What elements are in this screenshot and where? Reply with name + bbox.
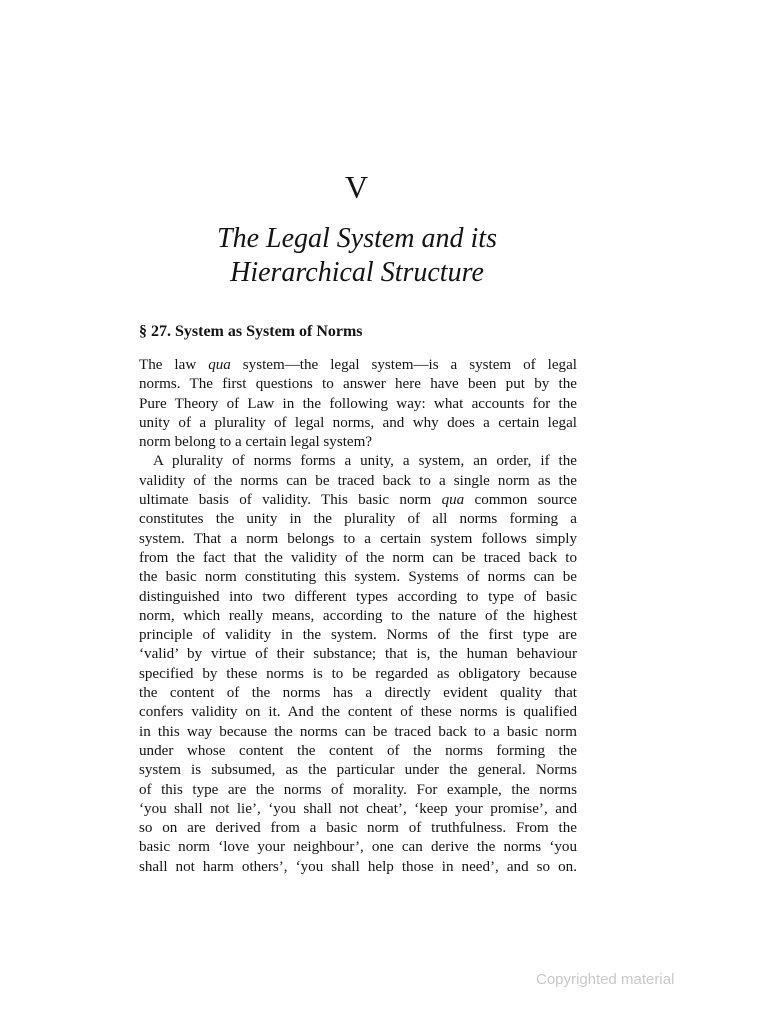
paragraph-2-line-17: system is subsumed, as the particular under the general. Norms <box>139 762 577 779</box>
paragraph-2-line-7: the basic norm constituting this system. Systems of norms can be <box>139 569 577 586</box>
body-text <box>139 356 577 877</box>
copyright-watermark: Copyrighted material <box>536 971 675 988</box>
paragraph-2-line-13: the content of the norms has a directly evident quality that <box>139 685 577 702</box>
paragraph-2-line-18: of this type are the norms of morality. For example, the norms <box>139 781 577 798</box>
paragraph-1-line-1 <box>139 356 577 375</box>
paragraph-1-line-5: norm belong to a certain legal system? <box>139 434 373 451</box>
paragraph-1-line-3: Pure Theory of Law in the following way: what accounts for the <box>139 395 577 412</box>
text-run: system—the legal system—is a system of legal <box>230 357 577 373</box>
chapter-title-line-2: Hierarchical Structure <box>230 257 484 288</box>
text-run: The law <box>139 357 209 373</box>
paragraph-2-line-4: constitutes the unity in the plurality of all norms forming a <box>139 511 577 528</box>
paragraph-2-line-14: confers validity on it. And the content of these norms is qualified <box>139 704 577 721</box>
text-run: ultimate basis of validity. This basic norm <box>139 492 442 509</box>
section-heading: § 27. System as System of Norms <box>139 323 363 340</box>
paragraph-1-line-4: unity of a plurality of legal norms, and why does a certain legal <box>139 414 577 431</box>
paragraph-2-line-9: norm, which really means, according to the nature of the highest <box>139 607 577 624</box>
paragraph-2-line-12: specified by these norms is to be regarded as obligatory because <box>139 665 577 682</box>
italic-term: qua <box>441 492 465 509</box>
paragraph-2-line-22: shall not harm others’, ‘you shall help those in need’, and so on. <box>139 858 577 875</box>
paragraph-2-line-21: basic norm ‘love your neighbour’, one can derive the norms ‘you <box>139 839 577 856</box>
chapter-number: V <box>344 169 370 205</box>
paragraph-2-line-1: A plurality of norms forms a unity, a system, an order, if the <box>153 453 577 470</box>
paragraph-2-line-3 <box>139 491 577 510</box>
paragraph-2-line-2: validity of the norms can be traced back to a single norm as the <box>139 472 577 489</box>
italic-term: qua <box>208 357 231 373</box>
paragraph-2-line-20: so on are derived from a basic norm of truthfulness. From the <box>139 820 577 837</box>
paragraph-2-line-16: under whose content the content of the norms forming the <box>139 742 577 759</box>
paragraph-2-line-11: ‘valid’ by virtue of their substance; that is, the human behaviour <box>139 646 577 663</box>
paragraph-2-line-15: in this way because the norms can be traced back to a basic norm <box>139 723 577 740</box>
paragraph-2-line-5: system. That a norm belongs to a certain system follows simply <box>139 530 577 547</box>
text-run: common source <box>464 492 577 509</box>
chapter-title-line-1: The Legal System and its <box>217 223 497 254</box>
paragraph-2-line-8: distinguished into two different types according to type of basic <box>139 588 577 605</box>
paragraph-2-line-6: from the fact that the validity of the norm can be traced back to <box>139 549 577 566</box>
paragraph-1-line-2: norms. The first questions to answer here have been put by the <box>139 376 577 393</box>
chapter-title <box>0 222 714 290</box>
paragraph-2-line-19: ‘you shall not lie’, ‘you shall not cheat’, ‘keep your promise’, and <box>139 800 577 817</box>
paragraph-2-line-10: principle of validity in the system. Norms of the first type are <box>139 627 577 644</box>
